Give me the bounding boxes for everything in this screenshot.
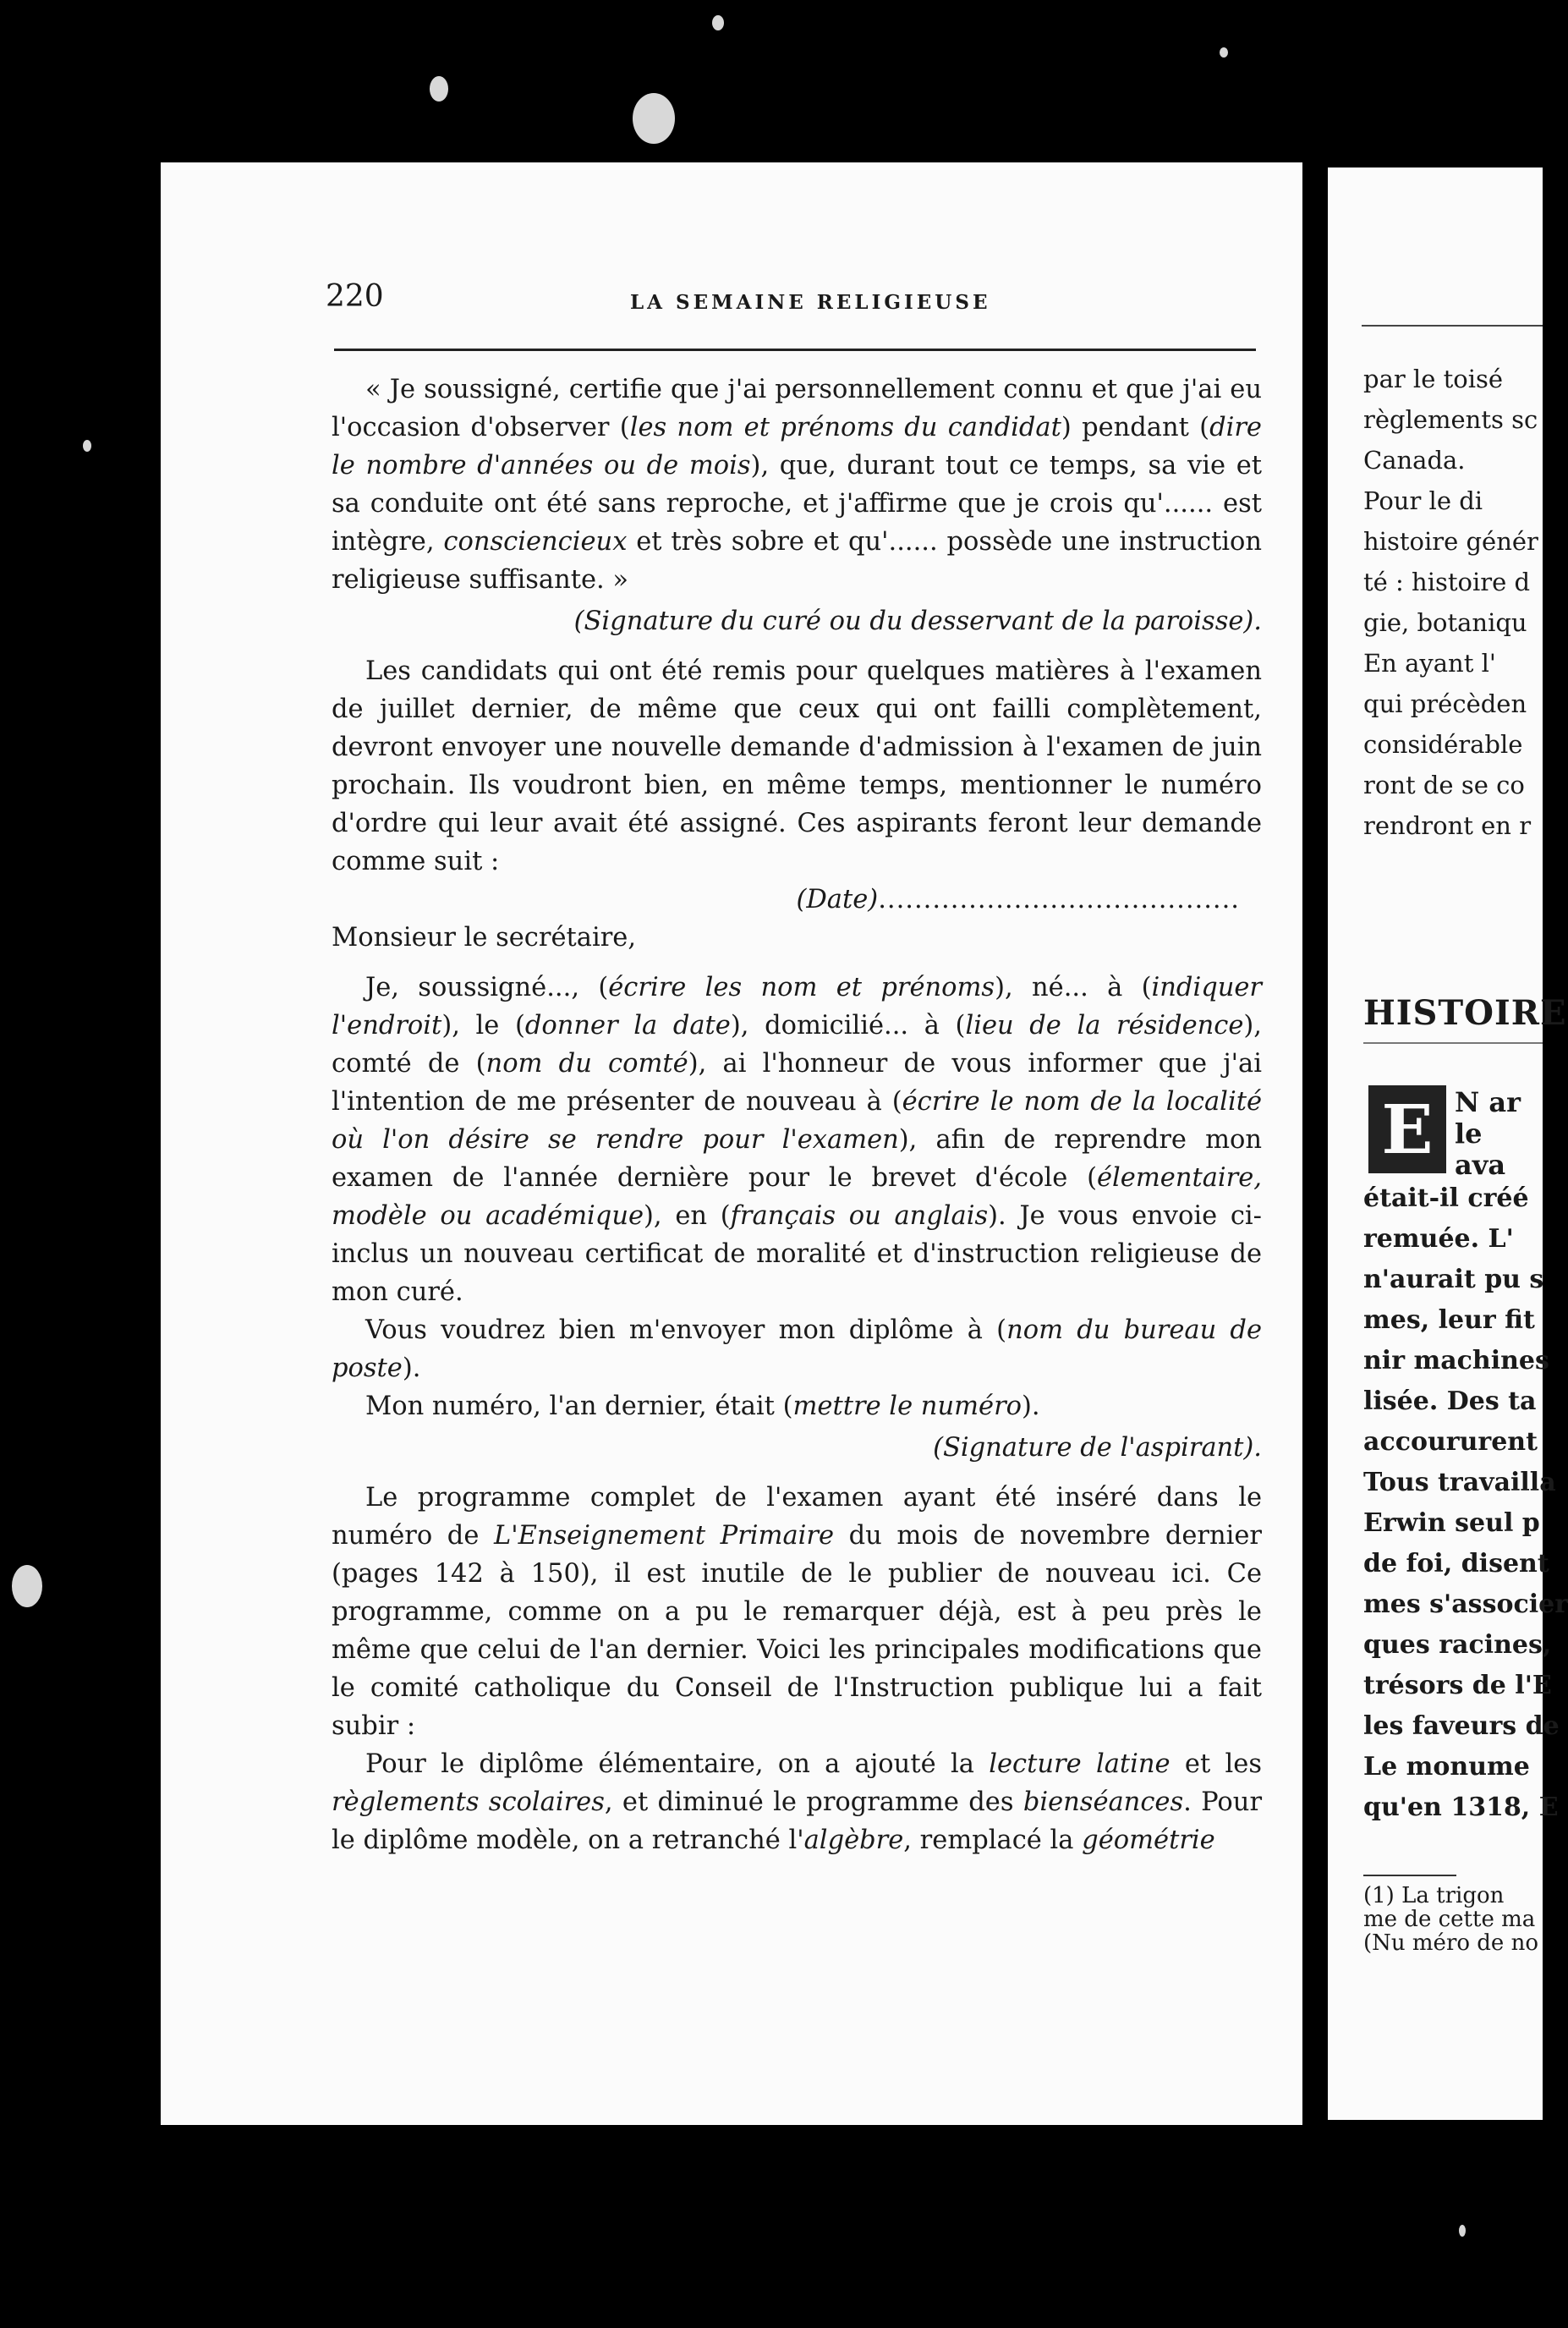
right-body-line: trésors de l'E: [1363, 1671, 1552, 1700]
right-text-line: règlements sc: [1363, 405, 1538, 434]
section-rule: [1363, 1042, 1543, 1044]
letter-number-line: Mon numéro, l'an dernier, était (mettre le numéro).: [365, 1392, 1040, 1421]
right-body-line: était-il créé: [1363, 1183, 1529, 1213]
right-text-line: histoire génér: [1363, 527, 1538, 556]
scan-speck: [1220, 47, 1228, 58]
diploma-paragraph: Pour le diplôme élémentaire, on a ajouté la lecture latine et les règlements scolaires, et diminué le programme des bienséances. Pour le diplôme modèle, on a retranché l'algèbre, remplacé la géométrie: [332, 1749, 1263, 1855]
footnote-line: (1) La trigon: [1363, 1883, 1505, 1908]
right-text-line: rendront en r: [1363, 811, 1532, 840]
certificate-paragraph: « Je soussigné, certifie que j'ai personnellement connu et que j'ai eu l'occasion d'observer (les nom et prénoms du candidat) pendant (dire le nombre d'années ou de mois), que, durant tout ce temps, sa vie et sa conduite ont été sans reproche, et j'affirme que je crois qu'...... est intègre, consciencieux et très sobre et qu'...... possède une instruction religieuse suffisante. »: [332, 375, 1263, 595]
scan-speck: [430, 76, 448, 102]
right-text-line: qui précèden: [1363, 689, 1527, 718]
page-number: 220: [326, 279, 384, 314]
programme-paragraph: Le programme complet de l'examen ayant été inséré dans le numéro de L'Enseignement Primaire du mois de novembre dernier (pages 142 à 150), il est inutile de le publier de nouveau ici. Ce programme, comme on a pu le remarquer déjà, est à peu près le même que celui de l'an dernier. Voici les principales modifications que le comité catholique du Conseil de l'Instruction publique lui a fait subir :: [332, 1483, 1263, 1741]
right-body-line: nir machines: [1363, 1346, 1549, 1375]
section-title: HISTOIRE: [1363, 993, 1567, 1033]
scan-speck: [633, 93, 675, 144]
right-dropcap-line: N ar: [1455, 1086, 1521, 1118]
right-body-line: de foi, disent: [1363, 1549, 1549, 1579]
running-title: LA SEMAINE RELIGIEUSE: [630, 291, 991, 314]
scan-speck: [1459, 2225, 1466, 2237]
scan-speck: [83, 440, 91, 452]
right-dropcap-line: ava: [1455, 1149, 1506, 1181]
salutation: Monsieur le secrétaire,: [332, 923, 637, 953]
right-body-line: ques racines,: [1363, 1630, 1552, 1660]
right-text-line: En ayant l': [1363, 649, 1496, 678]
right-text-line: Canada.: [1363, 446, 1466, 475]
header-rule: [334, 349, 1256, 351]
right-body-line: Tous travailla: [1363, 1468, 1556, 1497]
letter-diploma-line: Vous voudrez bien m'envoyer mon diplôme à (nom du bureau de poste).: [332, 1315, 1262, 1383]
right-body-line: Le monume: [1363, 1752, 1530, 1782]
right-body-line: accoururent: [1363, 1427, 1538, 1457]
right-body-line: mes, leur fit: [1363, 1305, 1535, 1335]
right-dropcap-line: le: [1455, 1117, 1483, 1150]
letter-paragraph: Je, soussigné..., (écrire les nom et prénoms), né... à (indiquer l'endroit), le (donner la date), domicilié... à (lieu de la résidence), comté de (nom du comté), ai l'honneur de vous informer que j'ai l'intention de me présenter de nouveau à (écrire le nom de la localité où l'on désire se rendre pour l'examen), afin de reprendre mon examen de l'année dernière pour le brevet d'école (élementaire, modèle ou académique), en (français ou anglais). Je vous envoie ci-inclus un nouveau certificat de moralité et d'instruction religieuse de mon curé.: [332, 973, 1262, 1307]
right-text-line: té : histoire d: [1363, 568, 1531, 596]
right-page-content: [1328, 167, 1568, 2120]
right-body-line: qu'en 1318, E: [1363, 1793, 1559, 1822]
right-body-line: lisée. Des ta: [1363, 1386, 1537, 1416]
right-text-line: Pour le di: [1363, 486, 1483, 515]
right-text-line: considérable: [1363, 730, 1523, 759]
right-body-line: mes s'associer: [1363, 1590, 1568, 1619]
right-body-line: remuée. L': [1363, 1224, 1514, 1254]
footnote-line: me de cette ma: [1363, 1907, 1536, 1932]
candidates-paragraph: Les candidats qui ont été remis pour quelques matières à l'examen de juillet dernier, de même que ceux qui ont failli complètement, devront envoyer une nouvelle demande d'admission à l'examen de juin prochain. Ils voudront bien, en même temps, mentionner le numéro d'ordre qui leur avait été assigné. Ces aspirants feront leur demande comme suit :: [332, 656, 1262, 876]
date-line: (Date)........................................: [796, 885, 1240, 914]
right-body-line: Erwin seul p: [1363, 1508, 1540, 1538]
right-text-line: ront de se co: [1363, 771, 1525, 799]
scan-speck: [12, 1565, 42, 1607]
certificate-signature: (Signature du curé ou du desservant de la paroisse).: [573, 607, 1262, 636]
dropcap: E: [1368, 1085, 1446, 1173]
right-text-line: gie, botaniqu: [1363, 608, 1527, 637]
main-text: [332, 371, 1262, 1859]
footnote-rule: [1363, 1875, 1456, 1876]
right-text-line: par le toisé: [1363, 365, 1504, 393]
letter-signature: (Signature de l'aspirant).: [933, 1433, 1262, 1463]
footnote-line: (Nu méro de no: [1363, 1930, 1538, 1956]
right-header-rule: [1362, 325, 1543, 327]
right-body-line: n'aurait pu s: [1363, 1265, 1544, 1294]
right-body-line: les faveurs de: [1363, 1711, 1560, 1741]
scan-speck: [712, 15, 724, 30]
page-header: [326, 279, 1425, 330]
